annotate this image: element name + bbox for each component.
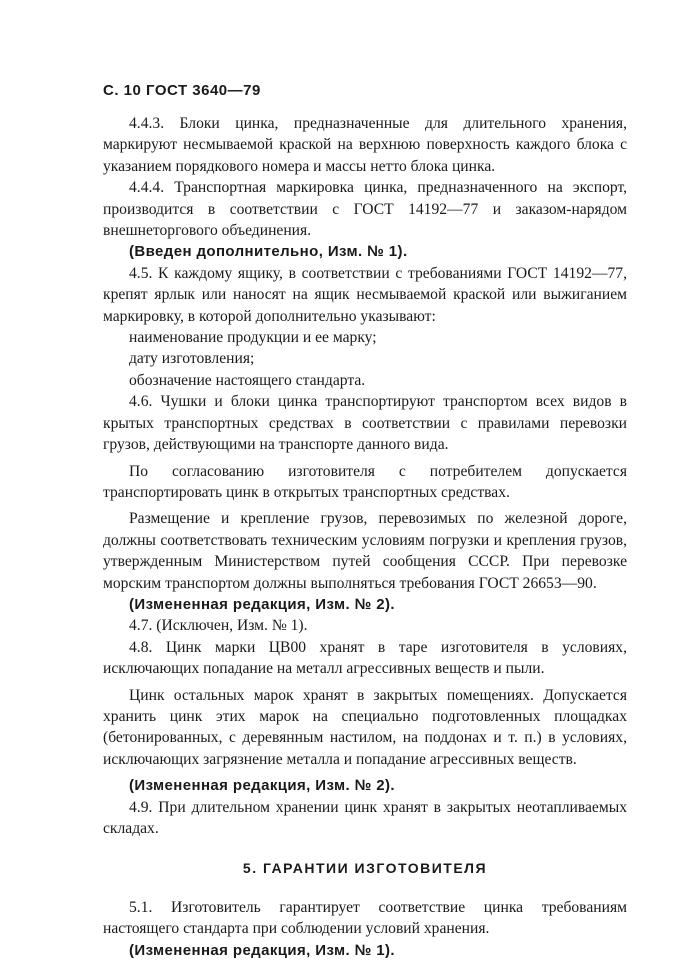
list-item: наименование продукции и ее марку; — [129, 329, 377, 347]
list-item: дату изготовления; — [129, 350, 255, 368]
paragraph-4-5: 4.5. К каждому ящику, в соответствии с требованиями ГОСТ 14192—77, крепят ярлык или наносят на ящик несмываемой краской или выжиганием маркировку, в которой дополнительно указывают: — [103, 264, 627, 325]
amendment-note: (Измененная редакция, Изм. № 2). — [129, 595, 395, 613]
paragraph-4-7: 4.7. (Исключен, Изм. № 1). — [129, 617, 308, 635]
paragraph-4-8: 4.8. Цинк марки ЦВ00 хранят в таре изготовителя в условиях, исключающих попадание на металл агрессивных веществ и пыли. — [103, 638, 627, 678]
list-item: обозначение настоящего стандарта. — [129, 371, 366, 389]
paragraph-4-8-other-grades: Цинк остальных марок хранят в закрытых помещениях. Допускается хранить цинк этих марок на специально подготовленных площадках (бетонированных, с деревянным настилом, на поддонах и т. п.) в условиях, исключающих загрязнение металла и попадание агрессивных веществ. — [103, 686, 627, 768]
marking-list — [103, 327, 627, 391]
running-head: С. 10 ГОСТ 3640—79 — [103, 82, 261, 99]
paragraph-5-1: 5.1. Изготовитель гарантирует соответствие цинка требованиям настоящего стандарта при соблюдении условий хранения. — [103, 898, 627, 938]
paragraph-4-6: 4.6. Чушки и блоки цинка транспортируют транспортом всех видов в крытых транспортных средствах в соответствии с правилами перевозки грузов, действующими на транспорте данного вида. — [103, 393, 627, 454]
amendment-note: (Введен дополнительно, Изм. № 1). — [129, 243, 408, 261]
paragraph-4-6-cargo-placement: Размещение и крепление грузов, перевозимых по железной дороге, должны соответствовать техническим условиям погрузки и крепления грузов, утвержденным Министерством путей сообщения СССР. При перевозке морским транспортом должны выполняться требования ГОСТ 26653—90. — [103, 510, 627, 592]
amendment-note: (Измененная редакция, Изм. № 2). — [129, 777, 395, 795]
paragraph-4-6-open-transport: По согласованию изготовителя с потребителем допускается транспортировать цинк в открытых транспортных средствах. — [103, 462, 627, 501]
section-title: 5. ГАРАНТИИ ИЗГОТОВИТЕЛЯ — [242, 860, 488, 877]
paragraph-4-9: 4.9. При длительном хранении цинк хранят в закрытых неотапливаемых складах. — [103, 798, 627, 837]
document-body — [103, 113, 627, 961]
paragraph-4-4-3: 4.4.3. Блоки цинка, предназначенные для длительного хранения, маркируют несмываемой краской на верхнюю поверхность каждого блока с указанием порядкового номера и массы нетто блока цинка. — [103, 115, 627, 175]
amendment-note: (Измененная редакция, Изм. № 1). — [129, 941, 395, 959]
paragraph-4-4-4: 4.4.4. Транспортная маркировка цинка, предназначенного на экспорт, производится в соответствии с ГОСТ 14192—77 и заказом-нарядом внешнеторгового объединения. — [103, 179, 627, 240]
